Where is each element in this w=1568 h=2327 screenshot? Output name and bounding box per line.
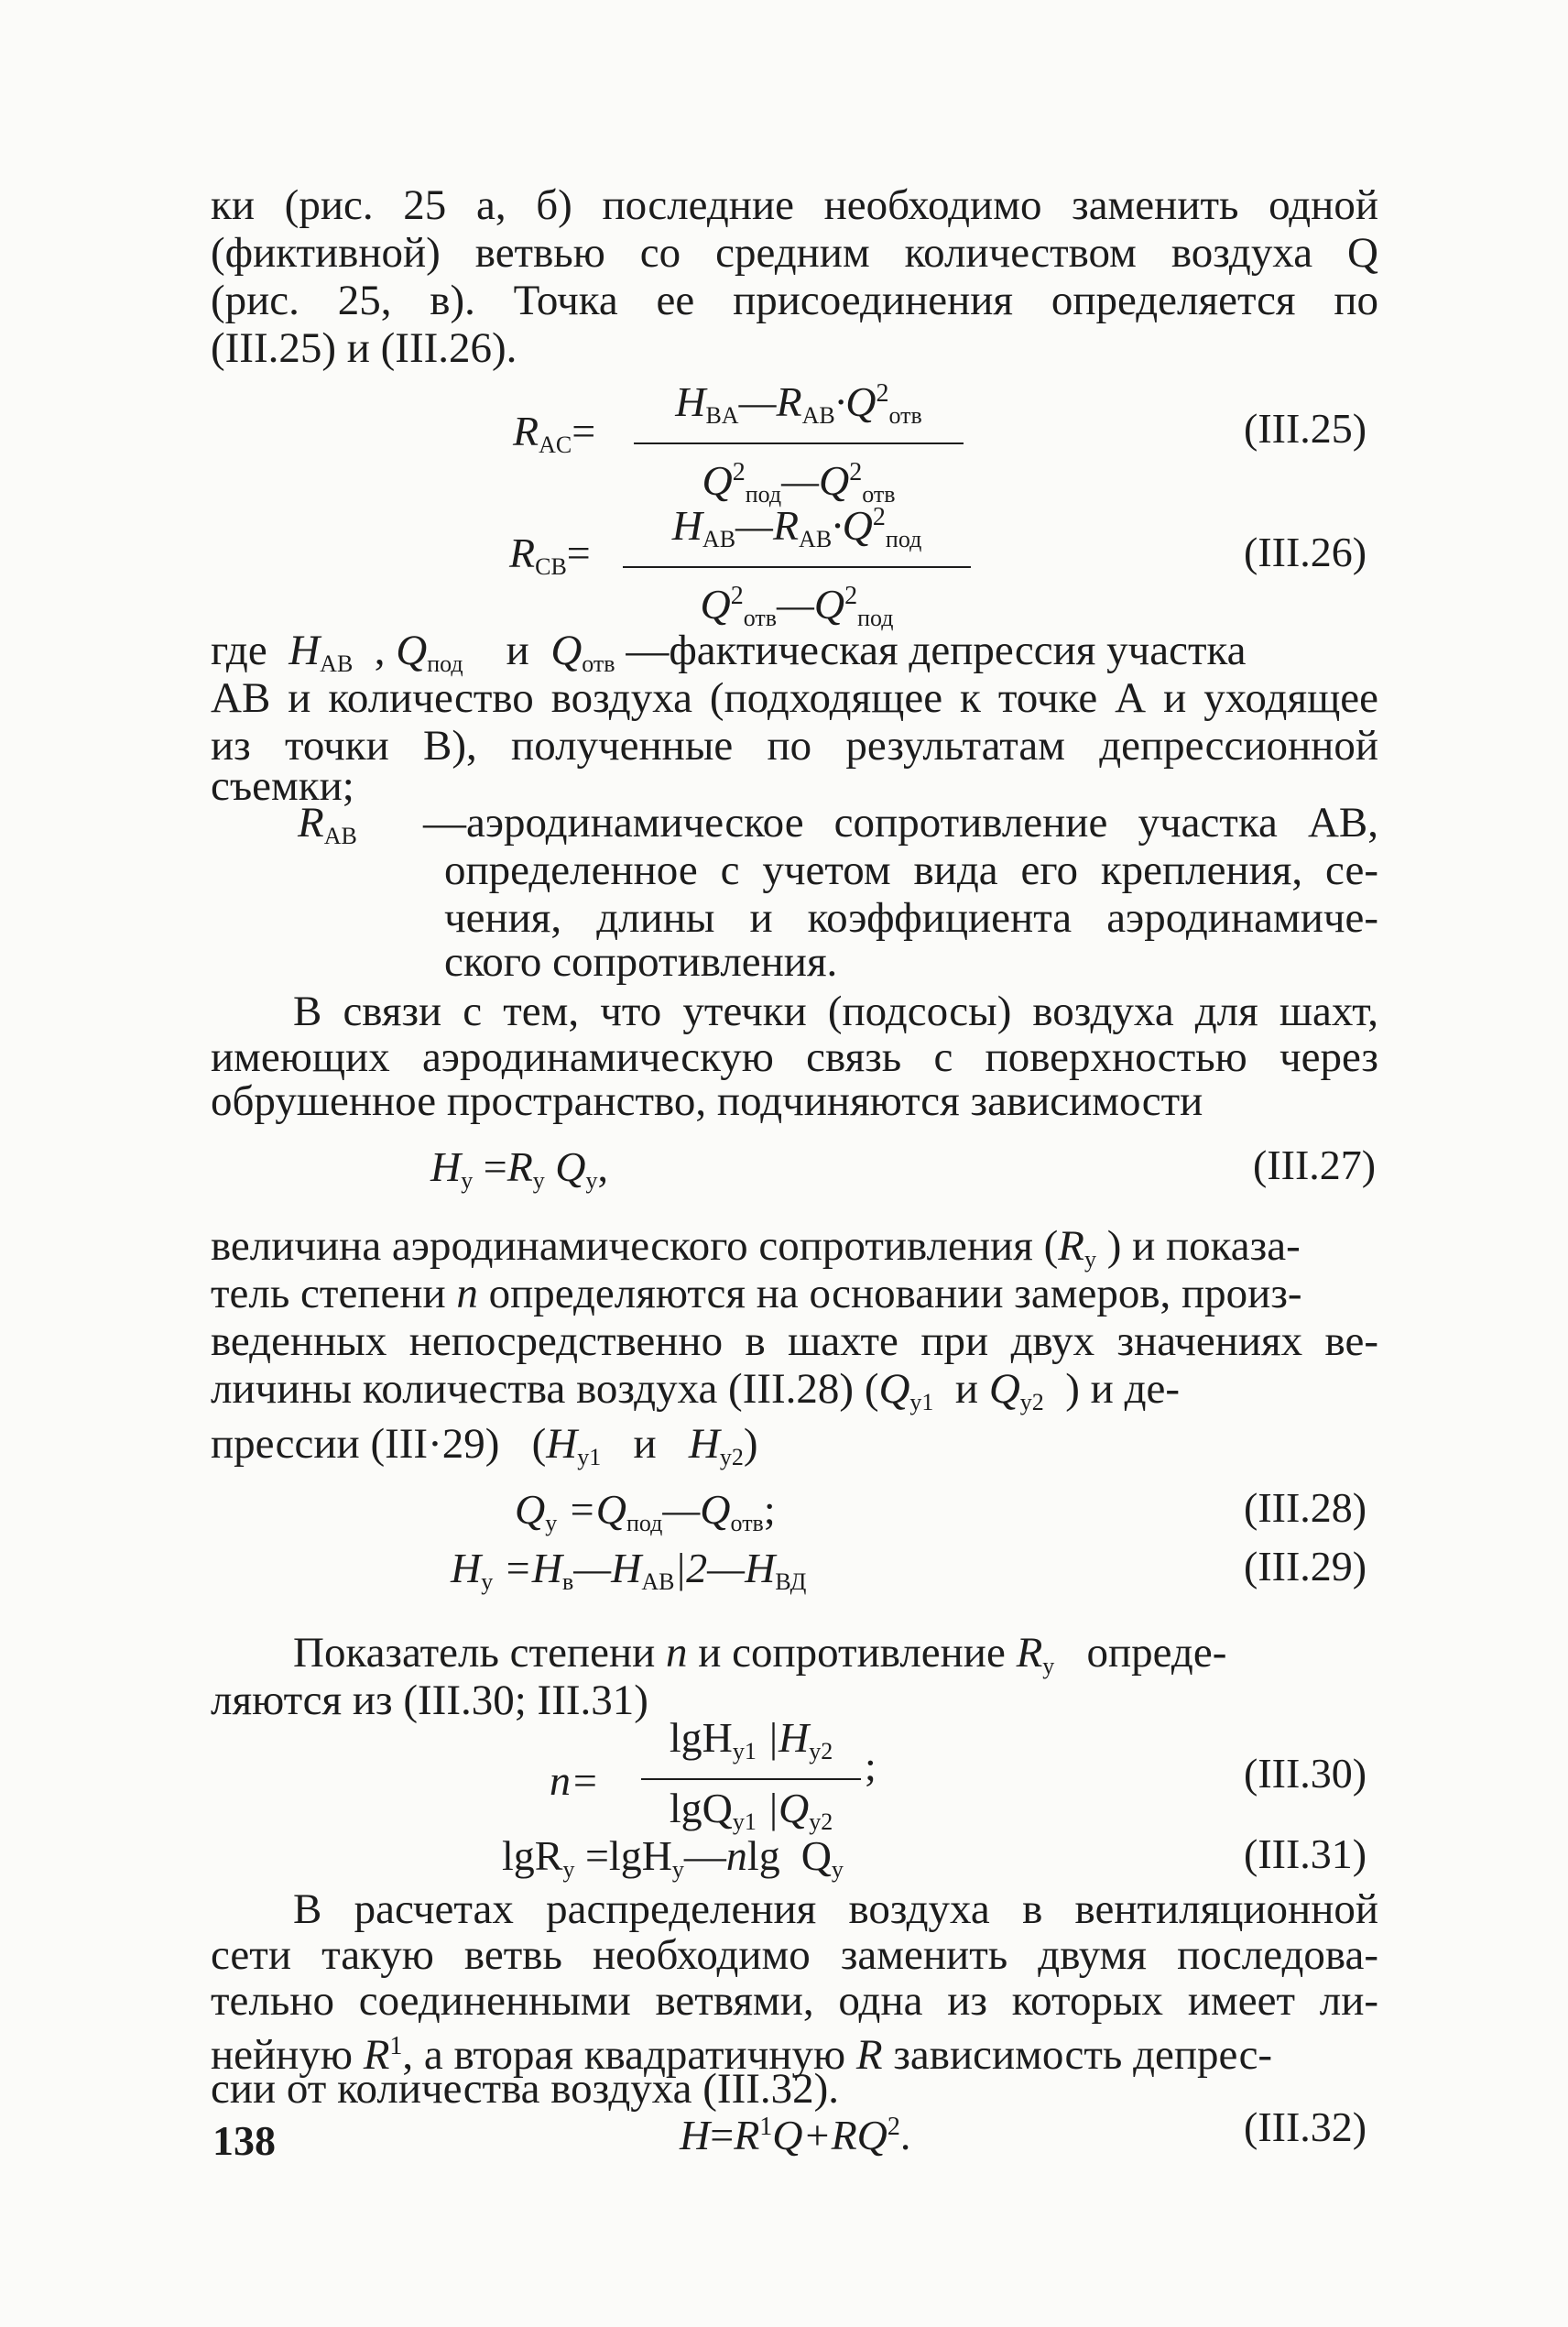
formula-fraction: $H_{AB}—R_{AB}\cdot Q^2_{под}$ $Q^2_{отв}—Q^2_{под}$: [623, 495, 971, 641]
paragraph-line: сети такую ветвь необходимо заменить двумя последова-: [211, 1931, 1378, 1979]
paragraph-line: имеющих аэродинамическую связь с поверхностью через: [211, 1033, 1378, 1081]
paragraph-line: нейную $R^1$, а вторая квадратичную R зависимость депрес-: [211, 2031, 1273, 2079]
formula-fraction: lgH$_{у1}$ $|H_{у2}$ lgQ$_{у1}$ $|Q_{у2}$: [641, 1715, 861, 1845]
paragraph-line: личины количества воздуха (III.28) ($Q_{у1}$ и $Q_{у2}$ ) и де-: [211, 1365, 1181, 1415]
formula: $H=R^1Q+RQ^2$.: [680, 2112, 911, 2158]
definition-line: АВ и количество воздуха (подходящее к точке А и уходящее: [211, 674, 1378, 722]
formula-fraction: $H_{BA}—R_{AB}\cdot Q^2_{отв}$ $Q^2_{под}—Q^2_{отв}$: [634, 371, 964, 518]
definition-line: из точки В), полученные по результатам депрессионной: [211, 722, 1378, 770]
paragraph-line: тель степени n определяются на основании замеров, произ-: [211, 1270, 1302, 1317]
paragraph-line: (фиктивной) ветвью со средним количеством воздуха Q: [211, 229, 1378, 277]
equation-number: (III.27): [1253, 1142, 1377, 1188]
paragraph-line: ки (рис. 25 а, б) последние необходимо заменить одной: [211, 181, 1378, 229]
formula: $H_у$ $=H_в—H_{AB}|2—H_{ВД}$: [451, 1545, 807, 1595]
definition-line: чения, длины и коэффициента аэродинамиче-: [444, 894, 1378, 942]
definition-line: съемки;: [211, 762, 354, 810]
paragraph-line: величина аэродинамического сопротивления ($R_у$ ) и показа-: [211, 1222, 1301, 1273]
definition-line: определенное с учетом вида его крепления, се-: [444, 847, 1378, 894]
paragraph-line: обрушенное пространство, подчиняются зависимости: [211, 1077, 1203, 1125]
equation-number: (III.25): [1244, 405, 1367, 452]
formula-lhs: $R_{AC}=$: [513, 408, 596, 458]
formula-lhs: $R_{CB}=$: [509, 530, 591, 580]
paragraph-line: веденных непосредственно в шахте при двух значениях ве-: [211, 1317, 1378, 1365]
equation-number: (III.30): [1244, 1750, 1367, 1797]
paragraph-line: В связи с тем, что утечки (подсосы) воздуха для шахт,: [293, 988, 1378, 1035]
paragraph-line: (рис. 25, в). Точка ее присоединения определяется по: [211, 277, 1378, 324]
paragraph-line: ляются из (III.30; III.31): [211, 1677, 648, 1724]
paragraph-line: (III.25) и (III.26).: [211, 324, 517, 372]
equation-number: (III.32): [1244, 2103, 1367, 2150]
definition-line: где $H_{AB}$ , $Q_{под}$ и $Q_{отв}$ —фактическая депрессия участка: [211, 627, 1247, 677]
formula-tail: ;: [865, 1743, 877, 1789]
paragraph-line: В расчетах распределения воздуха в вентиляционной: [293, 1885, 1378, 1933]
equation-number: (III.31): [1244, 1830, 1367, 1877]
formula: lgR$_у$ =lgH$_у$—nlg $Q_y$: [502, 1832, 844, 1883]
equation-number: (III.28): [1244, 1484, 1367, 1531]
formula-lhs: n=: [550, 1757, 600, 1804]
equation-number: (III.26): [1244, 529, 1367, 575]
paragraph-line: тельно соединенными ветвями, одна из которых имеет ли-: [211, 1977, 1378, 2025]
page-number: 138: [212, 2117, 276, 2164]
paragraph-line: Показатель степени n и сопротивление $R_у$ опреде-: [293, 1629, 1227, 1679]
formula: $Q_у$ $=Q_{под}—Q_{отв}$;: [515, 1486, 776, 1536]
definition-line: ского сопротивления.: [444, 938, 838, 986]
paragraph-line: прессии (III·29) ($H_{у1}$ и $H_{у2}$): [211, 1420, 758, 1470]
paragraph-line: сии от количества воздуха (III.32).: [211, 2065, 840, 2113]
definition-symbol: $R_{AB}$: [298, 799, 357, 849]
equation-number: (III.29): [1244, 1543, 1367, 1590]
definition-line: —аэродинамическое сопротивление участка АВ,: [423, 799, 1378, 847]
formula: $H_у =R_у$ $Q_у$,: [430, 1143, 609, 1194]
